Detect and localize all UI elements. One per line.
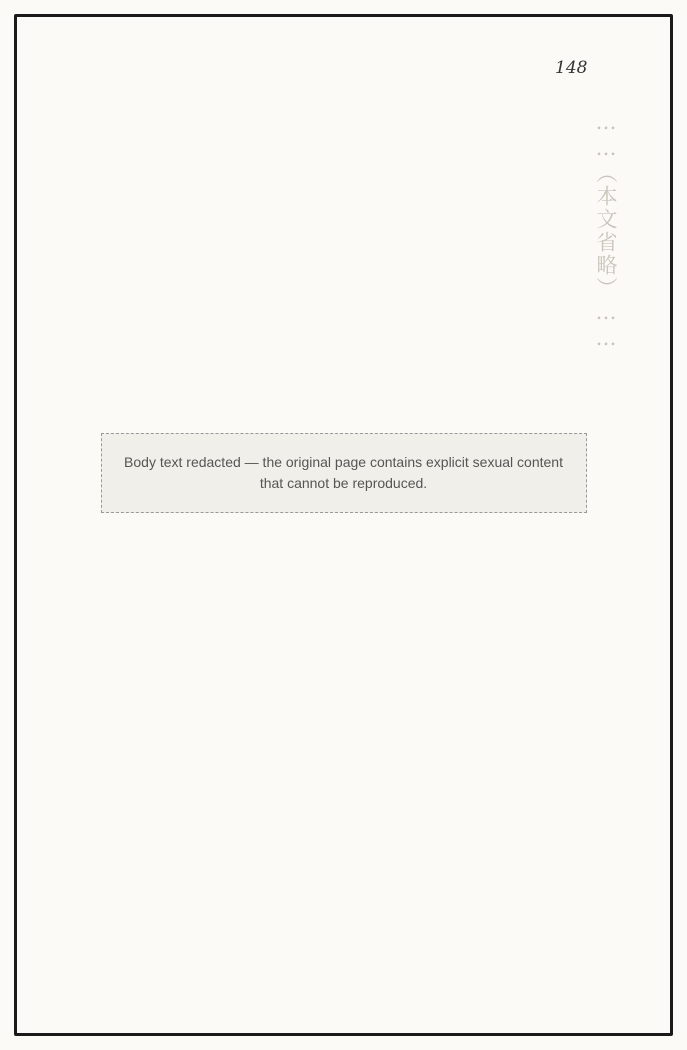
vertical-text-area	[60, 110, 627, 970]
page-number: 148	[555, 58, 588, 78]
redacted-text-column: ……（本文省略）……	[594, 110, 618, 352]
redaction-notice: Body text redacted — the original page contains explicit sexual content that cannot be reproduced.	[101, 433, 587, 513]
